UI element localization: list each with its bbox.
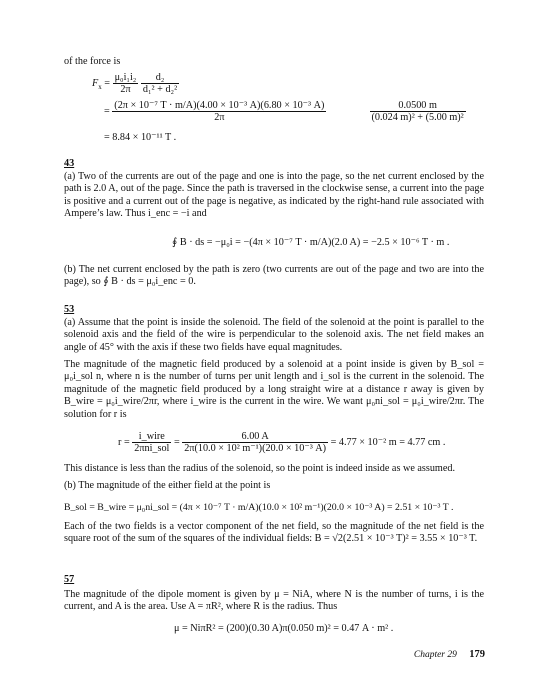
section-57-equation: μ = NiπR² = (200)(0.30 A)π(0.050 m)² = 0.47 A · m² . [174,623,394,634]
page-number: 179 [469,649,485,660]
r-frac-1: $\frac{\text{i\_wire}}{\text{2πni\_sol}}$ [134,431,170,454]
section-53-part-b: (b) The magnitude of the either field at the point is [64,480,271,491]
section-53-label: 53 [64,304,75,315]
section-53-paragraph-3: This distance is less than the radius of the solenoid, so the point is indeed inside as we assumed. [64,463,456,474]
section-43-part-b: (b) The net current enclosed by the path is zero (two currents are out of the page and two are into the page), so ∮ B · ds = μ₀i_enc = 0. [64,264,484,288]
section-53-paragraph-2: The magnitude of the magnetic field produced by a solenoid at a point inside is given by B_sol = μ₀i_sol n, where n is the number of turns per unit length and i_sol is the current in the solenoid. The magnitude of the magnetic field produced by a long straight wire at a distance r away is given by B_wire = μ₀i_wire/2πr, where i_wire is the current in the wire. We want μ₀ni_sol = μ₀i_wire/2πr. The solution for r is [64,359,484,420]
section-53-r-equation: r = $\frac{\text{i\_wire}}{\text{2πni\_sol}}$ = $\frac{6.00 A}{\text{2π(10.0 × 10² m⁻¹)(20.0 × 10⁻³ A)}}$ = 4.77 × 10⁻² m = 4.77 cm . [118,431,446,454]
force-equation-numeric: = $\frac{\text{(2π × 10⁻⁷ T · m/A)(4.00 × 10⁻³ A)(6.80 × 10⁻³ A)}}{2\pi}$ $\frac{0.0500 m}{\text{(0.024 m)² + (5.00 m)²}}$ [104,100,464,123]
section-53-paragraph-4: Each of the two fields is a vector component of the net field, so the magnitude of the net field is the square root of the sum of the squares of the individual fields: B = √2(2.51 × 10⁻³ T)² = 3.55 × 10⁻³ T. [64,521,484,545]
chapter-label: Chapter 29 [413,650,457,660]
force-result: = 8.84 × 10⁻¹¹ T . [104,132,177,143]
section-43-part-a: (a) Two of the currents are out of the page and one is into the page, so the net current enclosed by the path is 2.0 A, out of the page. Since the path is traversed in the clockwise sense, a current into the page is positive and a current out of the page is negative, as indicated by the right-hand rule associated with Ampere’s law. Thus i_enc = −i and [64,171,484,220]
force-num-frac-1: $\frac{\text{(2π × 10⁻⁷ T · m/A)(4.00 × 10⁻³ A)(6.80 × 10⁻³ A)}}{2\pi}$ [114,100,325,123]
section-53-part-a: (a) Assume that the point is inside the solenoid. The field of the solenoid at the point is parallel to the solenoid axis and the field of the wire is perpendicular to the solenoid axis. The net field makes an angle of 45° with the axis if these two fields have equal magnitudes. [64,317,484,353]
page-footer [414,649,485,660]
force-equation-symbolic: $F_x$ = $\frac{\text{μ₀i₁i₂}}{2\pi}$ $\frac{\text{d₂}}{\text{d₁² + d₂²}}$ [92,72,178,95]
r-frac-2: $\frac{6.00 A}{\text{2π(10.0 × 10² m⁻¹)(20.0 × 10⁻³ A)}}$ [184,431,327,454]
force-num-frac-2: $\frac{0.0500 m}{\text{(0.024 m)² + (5.00 m)²}}$ [371,100,464,123]
r-result: = 4.77 × 10⁻² m = 4.77 cm . [330,436,446,448]
section-43-equation: ∮ B · ds = −μ₀i = −(4π × 10⁻⁷ T · m/A)(2.0 A) = −2.5 × 10⁻⁶ T · m . [172,237,450,248]
section-53-field-equation: B_sol = B_wire = μ₀ni_sol = (4π × 10⁻⁷ T · m/A)(10.0 × 10² m⁻¹)(20.0 × 10⁻³ A) = 2.51 × 10⁻³ T . [64,502,454,513]
force-frac-1: $\frac{\text{μ₀i₁i₂}}{2\pi}$ [114,72,137,95]
intro-text: of the force is [64,56,121,67]
force-frac-2: $\frac{\text{d₂}}{\text{d₁² + d₂²}}$ [142,72,178,95]
section-57-label: 57 [64,574,75,585]
section-57-paragraph: The magnitude of the dipole moment is given by μ = NiA, where N is the number of turns, i is the current, and A is the area. Use A = πR², where R is the radius. Thus [64,589,484,613]
force-lhs: $F_x$ [92,77,102,91]
section-43-label: 43 [64,158,75,169]
